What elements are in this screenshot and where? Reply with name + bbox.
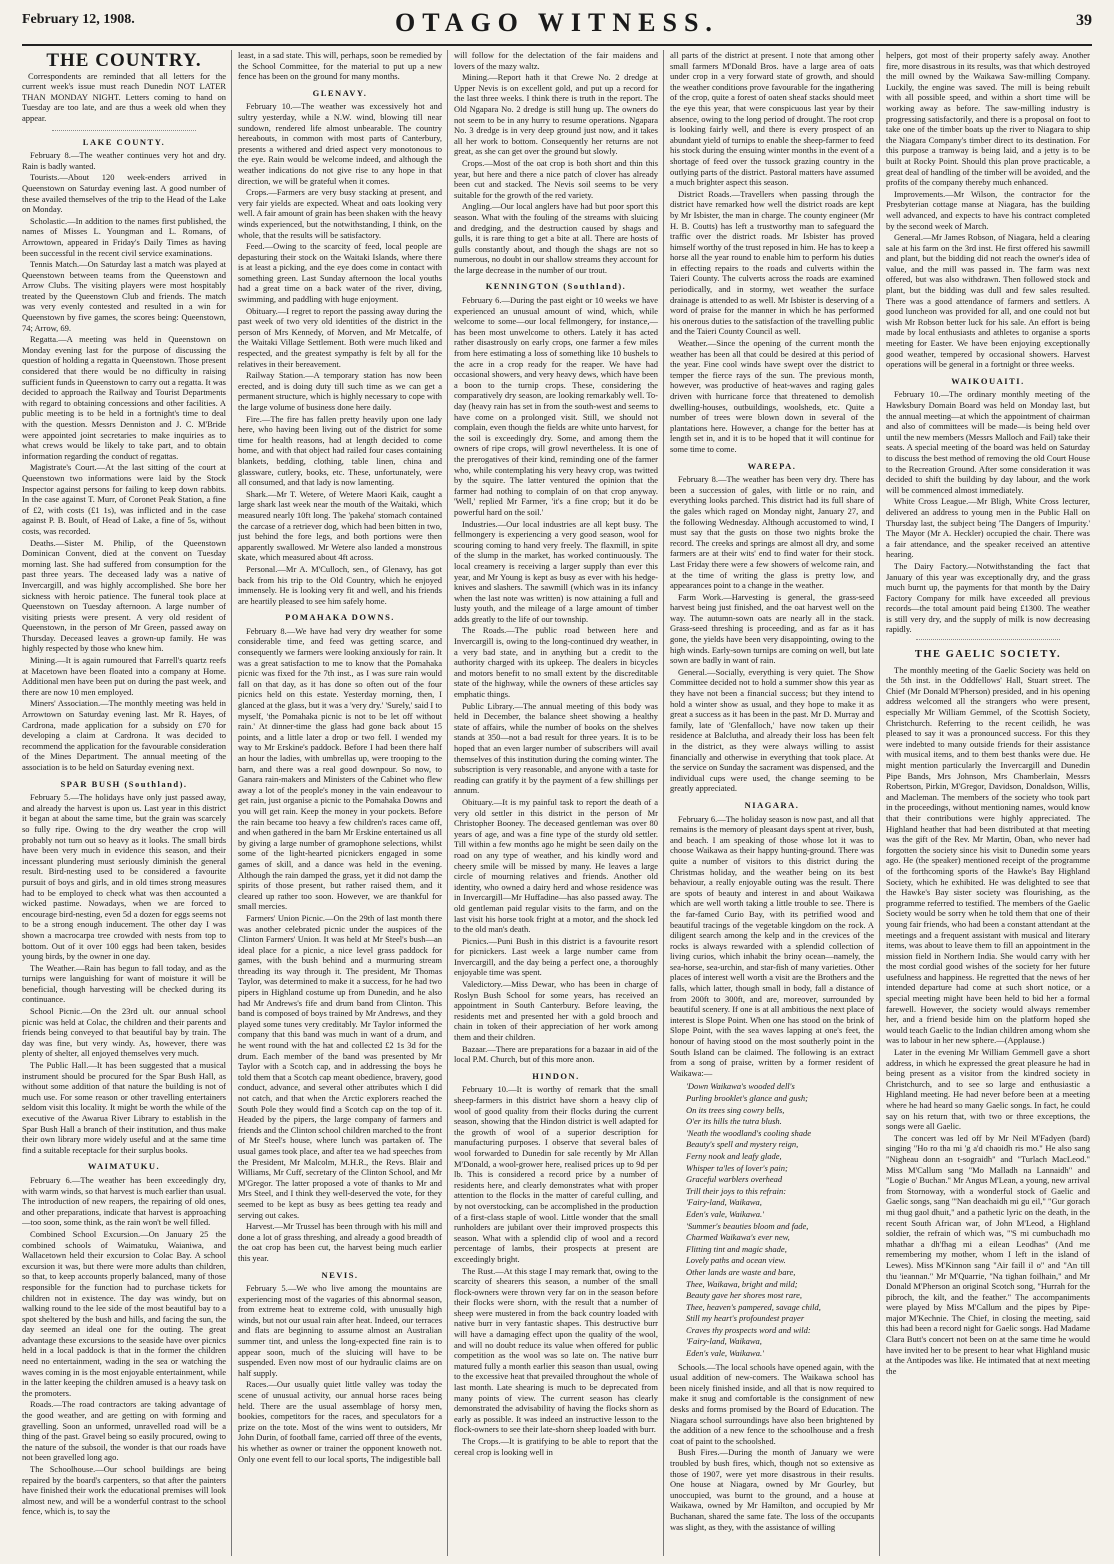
heading-nevis: NEVIS.: [321, 1269, 359, 1280]
column-rule: [879, 50, 880, 1556]
page-number: 39: [1076, 12, 1092, 29]
heading-spar-bush: SPAR BUSH (Southland).: [60, 778, 188, 789]
article-paragraph: Farmers' Union Picnic.—On the 29th of last month there was another celebrated picnic under the auspices of the Clinton Farmers' Union. It was held at Mr Steel's bush—an ideal place for a picnic, a nice level grass paddock for games, with the bush behind and a murmuring stream threading its way through it. The president, Mr Thomas Taylor, was determined to make it a success, for he had two pipers in Highland costume up from Dunedin, and he also had Mr Andrews's fife and drum band from Clinton. This band is composed of boys trained by Mr Andrews, and they played some tunes very creditably. Mr Taylor informed the company that this band was much in want of a drum, and he went round with the hat and collected £2 1s 3d for the drum. Each member of the band was presented by Mr Taylor with a Scotch cap, and in addressing the boys he told them that a Scotch cap meant obedience, bravery, good conduct, advance, and several other attributes which I did not catch, and that when the Arctic explorers reached the South Pole they would find a Scotch cap on the top of it. Headed by the pipers, the large company of farmers and friends and the Clinton school children marched to the front of Mr Steel's house, where lunch was partaken of. The usual games took place, and after tea we had speeches from the President, Mr Malcolm, M.H.R., the Revs. Blair and Williams, Mr Cuff, secretary of the Clinton School, and Mr M'Gregor. The latter proposed a vote of thanks to Mr and Mrs Steel, and I think they well-deserved the vote, for they seemed to be kept as busy as bees getting tea ready and serving out cakes.: [238, 912, 442, 1220]
poem-line: Trill their joys to this refrain:: [686, 1185, 787, 1196]
article-paragraph: February 6.—The holiday season is now past, and all that remains is the memory of pleasant days spent at river, bush, and beach. I am speaking of those whose lot it was to choose Waikawa as their happy hunting-ground. There was quite a number of visitors to this district during the Christmas holiday, and the weather being on its best behaviour, a really enjoyable outing was the result. There are spots of beauty and interest in and about Waikawa which are well worth taking a little trouble to see. There is the far-famed Curio Bay, with its petrified wood and beautiful tracings of the vegetable kingdom on the rock. A diligent search among the kelp and in the crevices of the rocks is always rewarded with a splendid collection of living curios, which inhabit the briny ocean—namely, the sea-horse, sea-urchin, and star-fish of many varieties. Other places of interest well worth a visit are the Brothers and the falls, which latter, though small in body, fall a distance of from 200ft to 300ft, and are, moreover, surrounded by beautiful scenery. If one is at all ambitious the next place of interest is Slope Point. When one has stood on the brink of Slope Point, with the sea waves lapping at one's feet, the honour of having stood on the most southerly point in the South Island can be claimed. The following is an extract from a song of praise, written by a former resident of Waikawa:—: [670, 813, 874, 1078]
article-paragraph: Roads.—The road contractors are taking advantage of the good weather, and are getting on with forming and gravelling. Soon an unformed, unravelled road will be a thing of the past. Gravel being so easily procured, owing to the nature of the subsoil, the wonder is that our roads have not been gravelled long ago.: [22, 1399, 226, 1463]
header-rule: [22, 44, 1092, 46]
article-paragraph: February 8.—The weather continues very hot and dry. Rain is badly wanted.: [22, 150, 226, 171]
poem-line: 'Down Waikawa's wooded dell's: [686, 1081, 795, 1092]
poem-line: Craves thy prospects word and wild:: [686, 1324, 811, 1335]
article-paragraph: Valedictory.—Miss Dewar, who has been in charge of Roslyn Bush School for some years, has received an appointment in South Canterbury. Before leaving, the residents met and presented her with a gold brooch and chain in token of their appreciation of her work among them and their children.: [454, 979, 658, 1043]
heading-warepa: WAREPA.: [747, 460, 797, 471]
article-paragraph: Picnics.—Puni Bush in this district is a favourite resort for picnickers. Last week a large number came from Invercargill, and the day being a perfect one, a thoroughly enjoyable time was spent.: [454, 935, 658, 978]
heading-niagara: NIAGARA.: [744, 799, 800, 810]
article-paragraph: February 5.—The holidays have only just passed away, and already the harvest is upon us. Last year in this district it began at about the same time, but the grain was scarcely so fully ripe. Owing to the dry weather the crop will probably not turn out so heavy as it looks. The small birds have been very much in evidence this season, and their incessant plundering must seriously diminish the general result. Bird-nesting used to be considered a favourite pursuit of boys and girls, and in old times strong measures had to be employed to check what was then accounted a wicked pastime. Nowadays, when we are forced to encourage bird-nesting, even 5d a dozen for eggs seems not to be a strong enough inducement. The other day I was shown a macrocarpa tree crowded with nests from top to bottom. Out of it over 100 eggs had been taken, besides young birds, by the owner in one day.: [22, 792, 226, 962]
article-paragraph: Feed.—Owing to the scarcity of feed, local people are depasturing their stock on the Waitaki Islands, where there is at least a picking, and the eye does come in contact with something green. Last Sunday afternoon the local youths had a great time on a back water of the river, diving, swimming, and paddling with huge enjoyment.: [238, 241, 442, 305]
column-4: [670, 50, 874, 1556]
newspaper-title: OTAGO WITNESS.: [395, 8, 719, 37]
continued-paragraph: will follow for the delectation of the fair maidens and lovers of the mazy waltz.: [454, 50, 658, 71]
poem-line: 'Fairy-land, Waikawa,: [686, 1336, 762, 1347]
poem-line: Other lands are waste and bare,: [686, 1266, 796, 1277]
article-paragraph: February 10.—The weather was excessively hot and sultry yesterday, while a N.W. wind, blowing till near sundown, rendered life almost unbearable. The country hereabouts, in common with most parts of Canterbury, presents a withered and dried aspect very monotonous to the eye. Rain would be welcome indeed, and although the weather indications do not give rise to any hope in that direction, we will be grateful when it comes.: [238, 101, 442, 186]
continued-paragraph: least, in a sad state. This will, perhaps, soon be remedied by the School Committee, for the material to put up a new fence has been on the ground for many months.: [238, 50, 442, 82]
article-paragraph: February 8.—The weather has been very dry. There has been a succession of gales, with little or no rain, and everything looks parched. This district had its full share of the gales which raged on Monday night, January 27, and the following Wednesday. Although accustomed to wind, I must say that the gusts on those two nights broke the record. The creeks and springs are almost all dry, and some farmers are at their wits' end to find water for their stock. Last Friday there were a few showers of welcome rain, and at the time of writing the glass is pretty low, and appearances point to a change in the weather.: [670, 474, 874, 591]
poem-line: Purling brooklet's glance and gush;: [686, 1093, 808, 1103]
poem-line: Beauty's spell and mystery reign,: [686, 1139, 799, 1150]
poem-line: Flitting tint and magic shade,: [686, 1243, 787, 1254]
article-paragraph: Later in the evening Mr William Gemmell gave a short address, in which he expressed the great pleasure he had in being present as a visitor from the kindred society in Christchurch, and to see so large and enthusiastic a Highland meeting. He had never before been at a meeting where he had heard so many Gaelic songs. In fact, he could say on his return that, with two or three exceptions, the songs were all Gaelic.: [886, 1047, 1090, 1132]
article-paragraph: Shark.—Mr T. Wetere, of Wetere Maori Kaik, caught a large shark last week near the mouth of the Waitaki, which measured nearly 10ft long. The 'pakeha' stomach contained the carcase of a retriever dog, which had been bitten in two, just behind the fore legs, and both portions were then apparently swallowed. Mr Wetere also landed a monstrous skate, which measured about 4ft across.: [238, 488, 442, 563]
poem-line: Charmed Waikawa's ever new,: [686, 1232, 790, 1243]
article-paragraph: Obituary.—It is my painful task to report the death of a very old settler in this district in the person of Mr Christopher Booney. The deceased gentleman was over 80 years of age, and was a fine type of the sturdy old settler. Till within a few months ago he might be seen daily on the road on any type of weather, and his kindly word and cheery smile will be missed by many. He leaves a large circle of mourning relatives and friends. Another old identity, who owned a dairy herd and whose residence was in Invercargill—Mr Huffadine—has also passed away. The old gentleman paid regular visits to the farm, and on the last visit his horse took fright at a motor, and the shock led to the old man's death.: [454, 796, 658, 935]
article-paragraph: Deaths.—Sister M. Philip, of the Queenstown Dominican Convent, died at the convent on Tuesday morning last. She had suffered from consumption for the past three years. The deceased lady was a native of Invercargill, and was highly accomplished. She bore her sickness with heroic patience. The funeral took place at Queenstown on Tuesday afternoon. A large number of visiting priests were present. A very old resident of Queenstown, in the person of Mr Green, passed away on Thursday. Deceased leaves a grown-up family. He was highly respected by those who knew him.: [22, 537, 226, 654]
column-rule: [447, 50, 448, 1556]
article-paragraph: Crops.—Farmers are very busy stacking at present, and very fair yields are expected. Wheat and oats looking very well. A fair amount of grain has been shaken with the heavy winds experienced, but the notwithstanding, I think, on the whole, that the results will be satisfactory.: [238, 187, 442, 240]
article-paragraph: Railway Station.—A temporary station has now been erected, and is doing duty till such time as we can get a permanent structure, which is highly necessary to cope with the large volume of business done here daily.: [238, 370, 442, 412]
poem-line: Ferny nook and leafy glade,: [686, 1150, 782, 1161]
article-paragraph: The Crops.—It is gratifying to be able to report that the cereal crop is looking well in: [454, 1436, 658, 1457]
poem-line: Beauty gave her shores most rare,: [686, 1290, 802, 1301]
article-paragraph: The Rust.—At this stage I may remark that, owing to the scarcity of shearers this season, a number of the small flock-owners were thrown very far on in the season before their flocks were shorn, with the result that a number of sheep were mustered in from the back country loaded with native burr in very fantastic shapes. This destructive burr will have a damaging effect upon the quality of the wool, and will no doubt reduce its value when offered for public competition as the wool was so late on. The native burr matured fully a month earlier this season than usual, owing to the excessive heat that prevailed throughout the whole of last month. Late shearing is much to be deprecated from many points of view. The current season has clearly demonstrated the advisability of having the flocks shorn as early as possible. It was indeed an instructive lesson to the flock-owners to see their late-shorn sheep loaded with burr.: [454, 1265, 658, 1435]
article-paragraph: Public Library.—The annual meeting of this body was held in December, the balance sheet showing a healthy state of affairs, while the number of books on the shelves stands at 350—not a bad result for three years. It is to be hoped that an even larger number of subscribers will avail themselves of this institution during the coming winter. The subscription is very reasonable, and anyone with a taste for reading can gratify it by the payment of a few shillings per annum.: [454, 700, 658, 796]
heading-waikouaiti: WAIKOUAITI.: [951, 375, 1025, 386]
article-paragraph: Magistrate's Court.—At the last sitting of the court at Queenstown two informations were laid by the Stock Inspector against persons for failing to keep down rabbits. In the case against T. Murr, of Coronet Peak Station, a fine of £2, with costs (£1 1s), was inflicted and in the case against P. B. Boult, of Head of Lake, a fine of 5s, without costs, was recorded.: [22, 462, 226, 536]
article-paragraph: Harvest.—Mr Trussel has been through with his mill and done a lot of grass threshing, and already a good breadth of the oat crop has been cut, the harvest being much earlier this year.: [238, 1221, 442, 1263]
article-paragraph: General.—Mr James Robson, of Niagara, held a clearing sale at his farm on the 3rd inst. He first offered his sawmill and plant, but the bidding did not reach the owner's idea of value, and the mill was passed in. The farm was next offered, but was also withdrawn. Then followed stock and plant, but the bidding was dull and few sales resulted. There was a good attendance of farmers and settlers. A good luncheon was provided for all, and one could not but wish Mr Robson better luck for his sale. An effort is being made by local enthusiasts and athletes to organise a sports meeting for Easter. We have been enjoying exceptionally good weather, tempered by occasional showers. Harvest operations will be general in a fortnight or three weeks.: [886, 232, 1090, 370]
article-paragraph: Scholastic.—In addition to the names first published, the names of Misses L. Youngman and L. Romans, of Arrowtown, appeared in Friday's Daily Times as having been successful in the recent civil service examinations.: [22, 215, 226, 258]
article-paragraph: General.—Socially, everything is very quiet. The Show Committee decided not to hold a summer show this year as they have not been a financial success; but they intend to hold a winter show as usual, and they hope to make it as great a success as it has been in the past. Mr D. Murray and family, late of 'Glenfalloch,' have now taken up their residence at Balclutha, and already their loss has been felt in the district, as they were always willing to assist financially and otherwise in everything that took place. At the service on Sunday the sacrament was dispensed, and the individual cups were used, the change seeming to be greatly appreciated.: [670, 666, 874, 794]
article-paragraph: February 10.—The ordinary monthly meeting of the Hawksbury Domain Board was held on Monday last, but the annual meeting—at which the appointment of chairman and also of committees will be made—is being held over until the new members (Messrs Malloch and Fail) take their seats. A special meeting of the board was held on Saturday to discuss the best method of removing the old Court House to the Recreation Ground. After some consideration it was decided to shift the building by day labour, and the work will be commenced almost immediately.: [886, 389, 1090, 495]
poem-line: Thee, heaven's pampered, savage child,: [686, 1301, 821, 1312]
column-2: [238, 50, 442, 1556]
issue-date: February 12, 1908.: [22, 12, 135, 27]
article-paragraph: Miners' Association.—The monthly meeting was held in Arrowtown on Saturday evening last. Mr R. Hayes, of Cardrona, made application for a subsidy on £70 for developing a claim at Cardrona. It was decided to recommend the application for the favourable consideration of the Mines Department. The annual meeting of the association is to be held on Saturday evening next.: [22, 698, 226, 772]
article-paragraph: February 5.—We who live among the mountains are experiencing most of the vagaries of this abnormal season, from extreme heat to extreme cold, with unusually high winds, but not our usual rain after heat. Indeed, our terraces and flats are beginning to assume almost an Australian summer tint, and unless the long-expected fine rain is to appear soon, much of the sluicing will have to be suspended. Even now most of our hydraulic claims are on half supply.: [238, 1283, 442, 1378]
heading-hindon: HINDON.: [532, 1070, 580, 1081]
article-paragraph: Improvements.—Mr Wilson, the contractor for the Presbyterian cottage manse at Niagara, has the building well advanced, and expects to have his contract completed by the second week of March.: [886, 188, 1090, 231]
poem-line: Lovely paths and ocean view.: [686, 1255, 786, 1266]
poem-line: Whisper ta'les of lover's pain;: [686, 1162, 788, 1173]
poem-line: Still my heart's profoundest prayer: [686, 1313, 805, 1324]
article-paragraph: District Roads.—Travellers when passing through the district have remarked how well the district roads are kept by Mr Isbister, the man in charge. The county engineer (Mr H. B. Coutts) has left a trustworthy man to safeguard the traffic over the district roads. Mr Isbister has proved himself worthy of the trust reposed in him. He has to keep a horse all the year round to enable him to perform his duties in effecting repairs to the roads and culverts within the Taieri County. The culverts across the roads are examined periodically, and in stormy, wet weather the surface drainage is attended to as well. Mr Isbister is deserving of a word of praise for the manner in which he has performed his onerous duties to the satisfaction of the travelling public and the Taieri County Council as well.: [670, 188, 874, 337]
article-paragraph: Regatta.—A meeting was held in Queenstown on Monday evening last for the purpose of discussing the question of holding a regatta in Queenstown. Those present considered that there would be no difficulty in raising sufficient funds in Queenstown to carry out a regatta. It was decided to approach the Railway and Tourist Departments with regard to obtaining concessions and other facilities. A public meeting is to be held in a fortnight's time to deal with the question. Messrs Denniston and J. C. M'Bride were appointed joint secretaries to make inquiries as to what crews would be likely to take part, and to obtain information regarding the conduct of regattas.: [22, 334, 226, 461]
article-paragraph: Angling.—Our local anglers have had but poor sport this season. What with the fouling of the streams with sluicing and dredging, and the destruction caused by shags and gulls, it is rare thing to get a bite at all. There are hosts of gulls constantly about, and though the shags are not so numerous, no doubt in our shallow streams they account for the large decrease in the number of our trout.: [454, 201, 658, 275]
page-header: [0, 0, 1114, 46]
article-paragraph: Bazaar.—There are preparations for a bazaar in aid of the local P.M. Church, but of this more anon.: [454, 1043, 658, 1065]
article-paragraph: Mining.—Report hath it that Crewe No. 2 dredge at Upper Nevis is on excellent gold, and put up a record for the last three weeks. I think there is truth in the report. The Old Ngapara No. 2 dredge is still hung up. The owners do not seem to be in any hurry to resume operations. Ngapara No. 3 dredge is in very deep ground just now, and it takes all her work to bottom. Consequently her returns are not great, as she can get over the ground but slowly.: [454, 72, 658, 157]
poem: [686, 1081, 874, 1358]
article-paragraph: School Picnic.—On the 23rd ult. our annual school picnic was held at Colac, the children and their parents and friends being conveyed to that beautiful bay by train. The day was fine, but very windy. As, however, there was plenty of shelter, all enjoyed themselves very much.: [22, 1006, 226, 1059]
article-paragraph: The Roads.—The public road between here and Invercargill is, owing to the long-continued dry weather, in a very bad state, and in anything but a credit to the authority charged with its upkeep. The dealers in bicycles and motors benefit to no small extent by the discreditable state of the highway, while the owners of these articles say emphatic things.: [454, 625, 658, 700]
article-paragraph: The Schoolhouse.—Our school buildings are being repaired by the board's carpenters, so that after the painters have finished their work the educational premises will look almost new, and will be a wonderful contrast to the school fence, which is, to say the: [22, 1464, 226, 1517]
poem-line: O'er its hills the tutra blush.: [686, 1116, 782, 1127]
heading-glenavy: GLENAVY.: [312, 87, 368, 98]
article-paragraph: Crops.—Most of the oat crop is both short and thin this year, but here and there a nice patch of clover has already been cut and stacked. The Nevis soil seems to be very suitable for the growth of the red variety.: [454, 157, 658, 200]
article-paragraph: Mining.—It is again rumoured that Farrell's quartz reefs at Macetown have been floated into a company at Home. Additional men have been put on during the past week, and there are now 10 men employed.: [22, 655, 226, 697]
article-paragraph: Weather.—Since the opening of the current month the weather has been all that could be desired at this period of the year. Fine cool winds have swept over the district to temper the fierce rays of the sun. The previous month, however, was productive of heat-waves and raging gales driven with hurricane force that threatened to demolish dwelling-houses, outbuildings, woolsheds, etc. Quite a number of trees were blown down in several of the plantations here. However, a change for the better has at length set in, and it is to be hoped that it will continue for some time to come.: [670, 338, 874, 454]
columns: [22, 50, 1092, 1556]
poem-line: Eden's vale, Waikawa.': [686, 1348, 764, 1359]
heading-lake-county: LAKE COUNTY.: [82, 136, 166, 147]
article-paragraph: The monthly meeting of the Gaelic Society was held on the 5th inst. in the Oddfellows' Hall, Stuart street. The Chief (Mr Donald M'Pherson) presided, and in his opening address welcomed all the strangers who were present, especially Mr William Gemmel, of the Scottish Society, Christchurch. Referring to the recent ceilidh, he was pleased to say it was a pronounced success. For this they were indebted to many outside friends for their assistance with musical items, and to them best thanks were due. He might mention particularly the Invercargill and Dunedin Pipe Bands, Mrs Johnson, Mrs Chamberlain, Messrs Robertson, Pirkin, M'Gregor, Davidson, Donaldson, Willis, and Macleman. The members of the society who took part in the proceedings, without mentioning names, would know that their contributions were highly appreciated. The Highland heather that had been distributed at that meeting was the gift of the Rev. Mr Martin, Oban, who never had forgotten the society since his visit to Dunedin some years ago. He (the speaker) mentioned receipt of the programme of the forthcoming sports of the Hawke's Bay Highland Society, which he exhibited. He was delighted to see that the Hawke's Bay sister society was flourishing, as the programme referred to testified. The members of the Gaelic Society would be sorry when he told them that one of their young fair friends, who had been a constant attendant at the meetings and a frequent assistant with musical and literary items, was about to leave them to fill an appointment in the mission field in Northern India. She would carry with her the most cordial good wishes of the society for her future usefulness and happiness. He regretted that the news of her intended departure had come at such short notice, or a special meeting might have been held to bid her a formal farewell. However, the society would always remember her, and a friend beside him on the platform hoped she would teach Gaelic to the Indian children among whom she was to labour in her new sphere.—(Applause.): [886, 664, 1090, 1046]
article-paragraph: The Dairy Factory.—Notwithstanding the fact that January of this year was exceptionally dry, and the grass much burnt up, the payments for that month by the Dairy Factory Company for milk have exceeded all previous records—the total amount paid being £1300. The weather is still very dry, and the supply of milk is now decreasing rapidly.: [886, 560, 1090, 635]
column-3: [454, 50, 658, 1556]
section-masthead: THE COUNTRY.: [46, 50, 202, 71]
divider: [916, 639, 1060, 640]
article-paragraph: Obituary.—I regret to report the passing away during the past week of two very old identities of the district in the person of Mrs Kennedy, of Morven, and Mr Metcalfe, of the Waitaki Village Settlement. Both were much liked and respected, and the greatest sympathy is felt by all for the relatives in their bereavement.: [238, 305, 442, 369]
poem-line: Graceful warblers overhead: [686, 1174, 783, 1185]
heading-waimatuku: WAIMATUKU.: [87, 1161, 161, 1172]
column-1: [22, 50, 226, 1556]
article-paragraph: Tennis Match.—On Saturday last a match was played at Queenstown between teams from the Queenstown and Arrow Clubs. The visiting players were most hospitably treated by the Queenstown Club and friends. The match was very evenly contested and resulted in a win for Queenstown by five games, the scores being: Queenstown, 74; Arrow, 69.: [22, 259, 226, 333]
article-paragraph: February 8.—We have had very dry weather for some considerable time, and feed was getting scarce, and consequently we farmers were looking anxiously for rain. It was a great satisfaction to me to know that the Pomahaka picnic was fixed for the 7th inst., as I was sure rain would fall on that day, as it has done so often out of the four picnics held on this estate. Yesterday morning, then, I glanced at the glass, but it was a 'very dry.' 'Surely,' said I to myself, 'the Pomahaka picnic is not to be let off without rain.' At dinner-time the glass had gone back about 15 points, and a little later a drop or two fell. I wended my way to Mr Erskine's paddock. Before I had been there half an hour the ladies, with umbrellas up, were trooping to the barn, and there was a real good downpour. So now, to Ganara rain-makers and Ministers of the Cabinet who flew away a lot of the people's money in the vain endeavour to get rain, just organise a picnic to the Pomahaka Downs and you will get rain. Keep the money in your pockets. Before the rain became too heavy a few children's races came off, and when gathered in the barn Mr Erskine entertained us all by giving a large number of gramophone selections, whilst some of the light-hearted picnickers engaged in some games of skill, and a dance was held in the evening. Although the rain damped the grass, yet it did not damp the spirits of those present, but rather raised them, and it cleared up rather too soon. However, we are thankful for small mercies.: [238, 625, 442, 912]
article-paragraph: Personal.—Mr A. M'Culloch, sen., of Glenavy, has got back from his trip to the Old Country, which he enjoyed immensely. He is looking very fit and well, and his friends are heartily pleased to see him safely home.: [238, 563, 442, 606]
article-paragraph: Tourists.—About 120 week-enders arrived in Queenstown on Saturday evening last. A good number of these availed themselves of the trip to the Head of the Lake on Monday.: [22, 172, 226, 215]
heading-kennington: KENNINGTON (Southland).: [485, 281, 627, 292]
poem-line: 'Neath the woodland's cooling shade: [686, 1127, 811, 1138]
divider: [52, 130, 196, 131]
poem-line: 'Fairy-land, Waikawa,: [686, 1197, 762, 1208]
article-paragraph: February 10.—It is worthy of remark that the small sheep-farmers in this district have shorn a heavy clip of wool of good quality from their flocks during the current season, showing that the Hindon district is well adapted for the growth of wool of a superior description for manufacturing purposes. I observe that several bales of wool forwarded to Dunedin for sale recently by Mr Allan M'Donald, a wool-grower here, realised prices up to 9d per lb. This is considered a record price by a number of residents here, and clearly demonstrates what with proper attention to the flocks in the matter of careful culling, and by not overstocking, can be accomplished in the production of a first-class staple of wool. Little wonder that the small runholders are jubilant over their improved prospects this season. What with a splendid clip of wool and a record percentage of lambs, their prospects at present are exceedingly bright.: [454, 1084, 658, 1264]
article-paragraph: Races.—Our usually quiet little valley was today the scene of unusual activity, our annual horse races being held. There are the usual assemblage of horsy men, bookies, competitors for the races, and speculators for a prize on the tote. Most of the wins went to outsiders, Mr John Durin, of football fame, carried off three of the events, his whether as owner or trainer the opponent knoweth not. Only one event fell to our local sports, The indigestible ball: [238, 1379, 442, 1464]
poem-line: Thee, Waikawa, bright and mild;: [686, 1278, 798, 1289]
correspondents-notice: Correspondents are reminded that all letters for the current week's issue must reach Dunedin NOT LATER THAN MONDAY NIGHT. Letters coming to hand on Tuesday are too late, and are thus a week old when they appear.: [22, 70, 226, 123]
column-5: [886, 50, 1090, 1556]
article-paragraph: February 6.—During the past eight or 10 weeks we have experienced an unusual amount of wind, which, while welcome to some—our local fellmongery, for instance,—has been most unwelcome to others. Lately it has acted rather disastrously on early crops, one farmer a few miles from here estimating a loss of something like 10 bushels to the acre in a crop ready for the reaper. We have had occasional showers, and very heavy dews, which have been a boon to the turnip crops. These, considering the comparatively dry season, are looking remarkably well. To-day (heavy rain has set in from the south-west and seems to have come on a prolonged visit. Still, we should not complain, even though the fields are white unto harvest, for the soil is exceedingly dry. Some, and among them the owners of ripe crops, will growl nevertheless. It is one of the prerogatives of their kind, reminding one of the farmer who, while contemplating his very heavy crop, was twitted by the squire. The latter ventured the opinion that the farmer had nothing to complain of on that crop anyway. 'Well,' replied Mr Farmer, 'it's a fine crop; but it do be powerful hard on the soil.': [454, 295, 658, 517]
article-paragraph: Schools.—The local schools have opened again, with the usual addition of new-comers. The Waikawa school has been nicely finished inside, and all that is now required to make it snug and comfortable is the consignment of new desks and forms promised by the Board of Education. The Niagara school surroundings have also been brightened by the addition of a new fence to the schoolhouse and a fresh coat of paint to the schoolshed.: [670, 1361, 874, 1446]
continued-paragraph: all parts of the district at present. I note that among other small farmers M'Donald Bros. have a large area of oats under crop in a very forward state of growth, and should the weather conditions prove favourable for the ingathering of the crop, quite a forest of oaten sheaf stacks should meet the eye this year, that were conspicuous last year by their absence, owing to the long period of drought. The root crop is looking fairly well, and there is every prospect of an abundant yield of turnips to enable the sheep-farmer to feed his stock during the ensuing winter months in the event of a shortage of feed over the tussock grazing country in the outlying parts of the district. Pastoral matters have assumed a much brighter aspect this season.: [670, 50, 874, 188]
poem-line: Eden's vale, Waikawa.': [686, 1208, 764, 1219]
column-rule: [663, 50, 664, 1556]
article-paragraph: White Cross League.—Mr Bligh, White Cross lecturer, delivered an address to young men in the Public Hall on Thursday last, the subject being 'The Dangers of Impurity.' The Mayor (Mr A. Heckler) occupied the chair. There was a fair attendance, and the speaker received an attentive hearing.: [886, 496, 1090, 560]
article-paragraph: Bush Fires.—During the month of January we were troubled by bush fires, which, though not so extensive as those of 1907, were yet more disastrous in their results. One house at Niagara, owned by Mr Gourley, but unoccupied, was burnt to the ground, and a house at Waikawa, owned by Mr Hamilton, and occupied by Mr Buchanan, shared the same fate. The loss of the occupants was slight, as they, with the assistance of willing: [670, 1447, 874, 1532]
column-rule: [231, 50, 232, 1556]
article-paragraph: Industries.—Our local industries are all kept busy. The fellmongery is experiencing a very good season, wool for scouring coming to hand very freely. The flaxmill, in spite of the slump in the market, has worked continuously. The local creamery is receiving a larger supply than ever this year, and Mr Young is kept as busy as ever with his hedge-knives and slashers. The sawmill (which was in its infancy when the last note was written) is now attaining a full and lusty youth, and the mileage of a large amount of timber adds greatly to the life of our township.: [454, 518, 658, 624]
article-paragraph: The Weather.—Rain has begun to fall today, and as the turnips were languishing for want of moisture it will be beneficial, though harvesting will be checked during its continuance.: [22, 962, 226, 1005]
heading-gaelic-society: THE GAELIC SOCIETY.: [914, 649, 1062, 661]
article-paragraph: February 6.—The weather has been exceedingly dry, with warm winds, so that harvest is much earlier than usual. The introduction of new reapers, the repairing of old ones, and other preparations, indicate that harvest is approaching—too soon, some think, as the rain won't be well filled.: [22, 1174, 226, 1228]
poem-line: 'Summer's beauties bloom and fade,: [686, 1220, 809, 1231]
heading-pomahaka-downs: POMAHAKA DOWNS.: [285, 612, 395, 623]
continued-paragraph: helpers, got most of their property safely away. Another fire, more disastrous in its results, was that which destroyed the mill owned by the Waikawa Saw-milling Company. Luckily, the engine was saved. The mill is being rebuilt with all possible speed, and within a short time will be working away as before. The saw-milling industry is progressing satisfactorily, and there is a proposal on foot to take one of the timber boats up the river to Niagara to ship the Niagara Company's timber direct to its destination. For this purpose a tramway is being laid, and a jetty is to be built at Rocky Point. Should this plan prove practicable, a great deal of handling of the timber will be avoided, and the profits of the company thereby much enhanced.: [886, 50, 1090, 188]
poem-line: On its trees sing cowry bells,: [686, 1104, 785, 1115]
article-paragraph: The Public Hall.—It has been suggested that a musical instrument should be procured for the Spar Bush Hall, as without some addition of that nature the building is not of much use. For some reason or other travelling entertainers seldom visit this locality. It might be worth the while of the executive of the Awarua River Library to establish in the Spar Bush Hall a branch of their institution, and thus make their own library more widely useful and at the same time find a suitable receptacle for their surplus books.: [22, 1060, 226, 1155]
article-paragraph: Farm Work.—Harvesting is general, the grass-seed harvest being just finished, and the oat harvest well on the way. The autumn-sown oats are nearly all in the stack. Grass-seed threshing is proceeding, and as far as it has gone, the yields have been very disappointing, owing to the high winds. Early-sown turnips are coming on well, but late sown are badly in want of rain.: [670, 591, 874, 666]
article-paragraph: Fire.—The fire has fallen pretty heavily upon one lady here, who having been living out of the district for some time for health reasons, had at length decided to come home, and with that object had railed four cases containing blankets, bedding, clothing, table linen, china and glassware, cutlery, books, etc. These, unfortunately, were all consumed, and that lady is now lamenting.: [238, 413, 442, 488]
article-paragraph: The concert was led off by Mr Neil M'Fadyen (bard) singing "Ho ro tha mi 'g a'd chaoidh ris mo." He also sang "Nigheau donn an t-sograidh" and "Turlach MacLeod." Miss M'Callum sang "Mo Malladh na Lannaidh" and "Logie o' Buchan." Mr Angus M'Lean, a young, new arrival from Stornoway, with a wonderful stock of Gaelic and Gaelic songs, sang "'Nan deachaidh mi gu eil," "Gur gorach mi thug gaol dhuit," and a pathetic lyric on the death, in the recent South African war, of John M'Leod, a Highland soldier, the refrain of which was, "'S mi cumbuchadh mo mhathar a dh'fhag mi a eilean Leodhas" (And me remembering my mother, whom I left in the island of Lewes). Miss M'Kinnon sang "Air faill il o" and "An till thu 'ieannan." Mr M'Quarrie, "Na tighan foilhain," and Mr Donald M'Pherson an original Scotch song, "Hurrah for the pibroch, the kilt, and the feather." The accompaniments were played by Miss M'Callum and the pipes by Pipe-major M'Kechnie. The Chief, in closing the meeting, said this had been a record night for Gaelic songs. Had Madame Clara Butt's concert not been on at the same time he would have invited her to be present to hear what Highland music at the Antipodes was like. He intimated that at next meeting the: [886, 1132, 1090, 1376]
article-paragraph: Combined School Excursion.—On January 25 the combined schools of Waimatuku, Waianiwa, and Wallacetown held their excursion to Colac Bay. A school excursion it was, but there were more adults than children, so that, to keep accounts properly balanced, many of those responsible for the function had to purchase tickets for children not in existence. The day was windy, but on walking round to the lee side of the most beautiful bay to a spot sheltered by the bush and hills, and facing the sun, the day seemed an ideal one for the outing. The great advantage these excursions to the seaside have over picnics held in a local paddock is that in the former the children need no entertainment, wading in the sea or watching the waves coming in is the most enjoyable entertainment, while in the latter keeping the children amused is a heavy task on the promoters.: [22, 1228, 226, 1398]
